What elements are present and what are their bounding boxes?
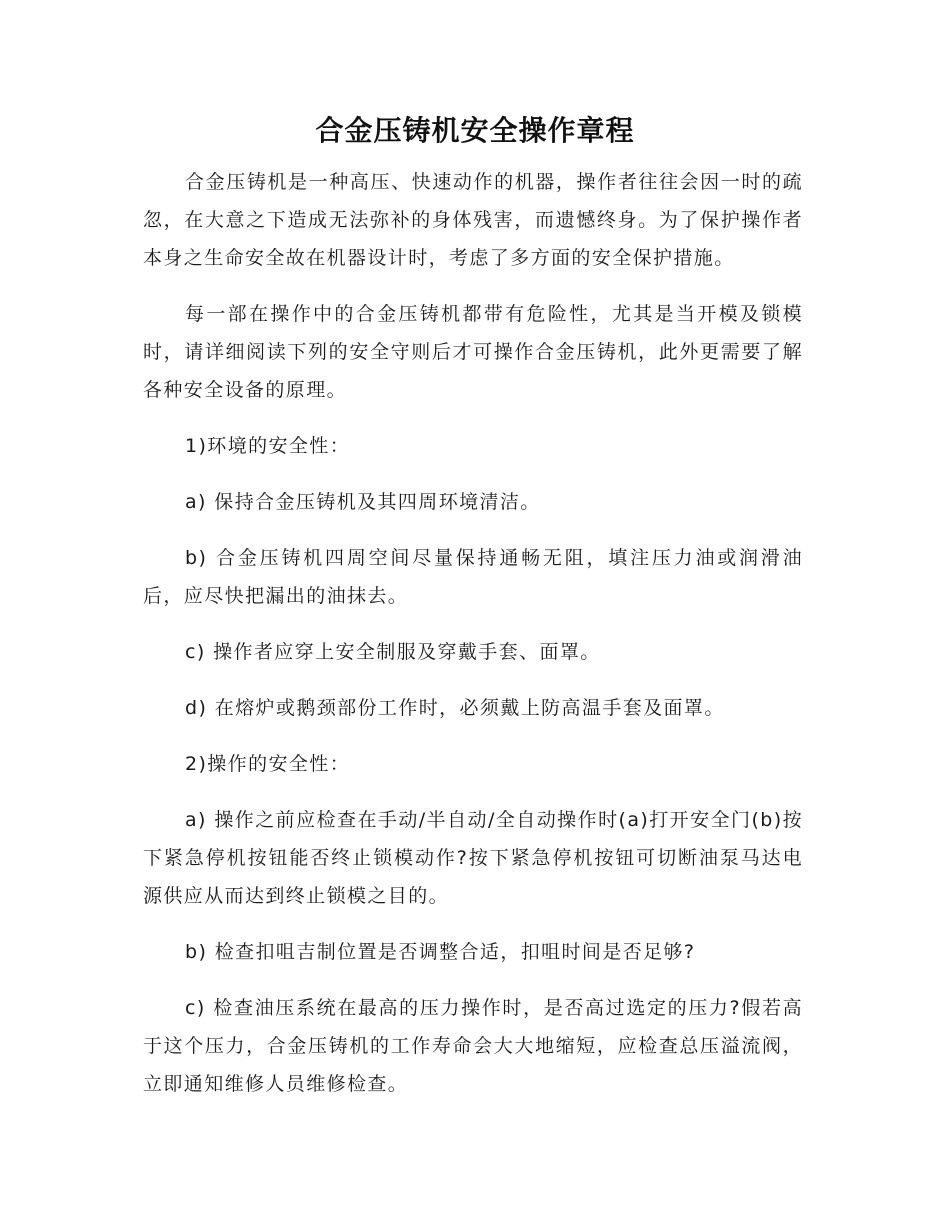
document-body [143,163,803,1121]
list-item-env-c: c) 操作者应穿上安全制服及穿戴手套、面罩。 [185,641,601,663]
document-title: 合金压铸机安全操作章程 [315,114,635,147]
section-heading-environment: 1)环境的安全性： [185,435,351,457]
paragraph-warning: 每一部在操作中的合金压铸机都带有危险性，尤其是当开模及锁模时，请详细阅读下列的安全守则后才可操作合金压铸机，此外更需要了解各种安全设备的原理。 [143,303,803,401]
list-item-env-a: a) 保持合金压铸机及其四周环境清洁。 [185,491,541,513]
list-item-op-c: c) 检查油压系统在最高的压力操作时，是否高过选定的压力?假若高于这个压力，合金压铸机的工作寿命会大大地缩短，应检查总压溢流阀，立即通知维修人员维修检查。 [143,997,803,1095]
list-item-env-d: d) 在熔炉或鹅颈部份工作时，必须戴上防高温手套及面罩。 [185,697,725,719]
list-item-op-a: a) 操作之前应检查在手动/半自动/全自动操作时(a)打开安全门(b)按下紧急停机按钮能否终止锁模动作?按下紧急停机按钮可切断油泵马达电源供应从而达到终止锁模之目的。 [143,809,803,907]
list-item-op-b: b) 检查扣咀吉制位置是否调整合适，扣咀时间是否足够? [185,941,696,963]
section-heading-operation: 2)操作的安全性： [185,753,351,775]
list-item-env-b: b) 合金压铸机四周空间尽量保持通畅无阻，填注压力油或润滑油后，应尽快把漏出的油抹去。 [143,547,803,607]
paragraph-intro: 合金压铸机是一种高压、快速动作的机器，操作者往往会因一时的疏忽，在大意之下造成无法弥补的身体残害，而遗憾终身。为了保护操作者本身之生命安全故在机器设计时，考虑了多方面的安全保护措施。 [143,171,803,269]
